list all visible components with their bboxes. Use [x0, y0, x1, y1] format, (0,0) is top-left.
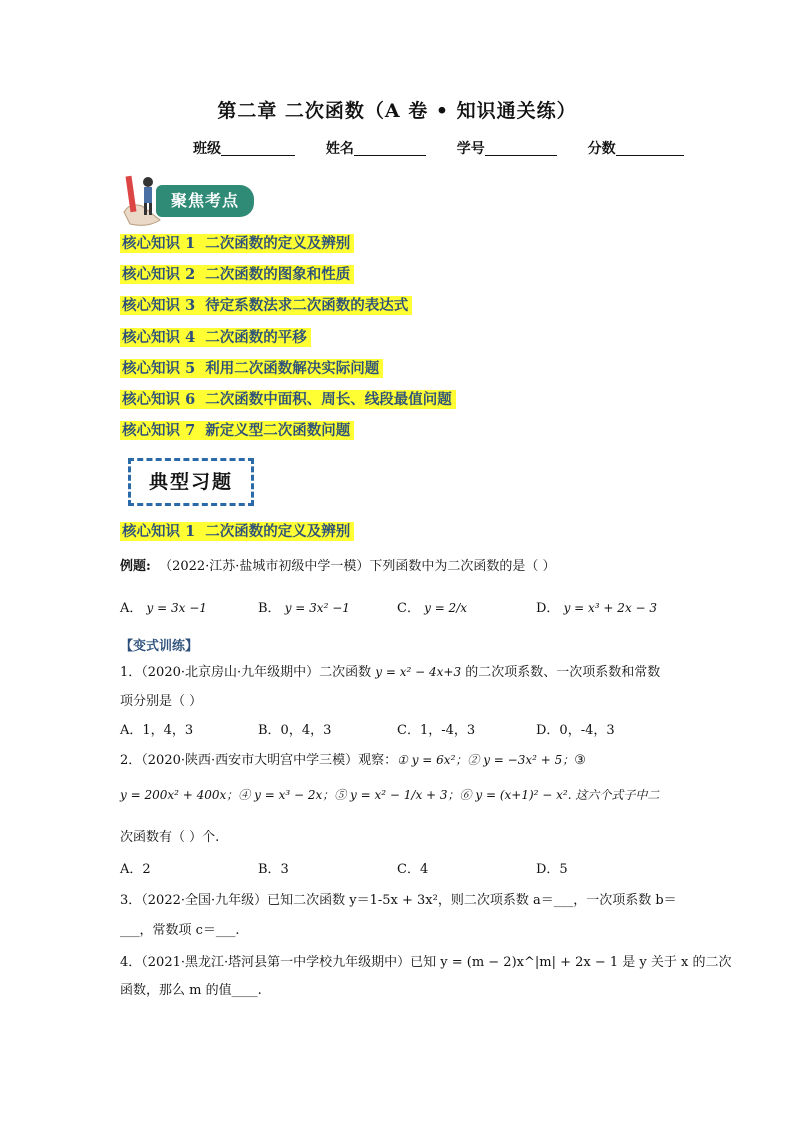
- core-item-2[interactable]: 核心知识 2 二次函数的图象和性质: [120, 263, 354, 284]
- q4-line1: 4．（2021·黑龙江·塔河县第一中学校九年级期中）已知 y = (m − 2)x^|m| + 2x − 1 是 y 关于 x 的二次: [120, 955, 732, 970]
- core-item-6[interactable]: 核心知识 6 二次函数中面积、周长、线段最值问题: [120, 388, 456, 409]
- q2-option-c[interactable]: C．4: [397, 862, 429, 877]
- focus-banner-label: 聚焦考点: [156, 185, 254, 217]
- q2-line2: y = 200x² + 400x；④ y = x³ − 2x；⑤ y = x² − 1/x + 3；⑥ y = (x+1)² − x². 这六个式子中二: [120, 788, 660, 802]
- core-item-5[interactable]: 核心知识 5 利用二次函数解决实际问题: [120, 357, 383, 378]
- q1-option-c[interactable]: C．1，-4，3: [397, 723, 476, 738]
- core-item-1[interactable]: 核心知识 1 二次函数的定义及辨别: [120, 232, 354, 253]
- variant-label: 【变式训练】: [120, 639, 199, 654]
- q4-line2: 函数，那么 m 的值____.: [120, 983, 262, 998]
- student-info-fields: [193, 138, 710, 158]
- core-item-4[interactable]: 核心知识 4 二次函数的平移: [120, 326, 311, 347]
- q1-line1: 1．（2020·北京房山·九年级期中）二次函数 y = x² − 4x+3 的二次项系数、一次项系数和常数: [120, 665, 661, 680]
- field-name[interactable]: 姓名: [326, 138, 426, 158]
- example-option-d[interactable]: D． y = x³ + 2x − 3: [536, 601, 658, 616]
- example-option-c[interactable]: C． y = 2/x: [397, 601, 468, 616]
- example-option-a[interactable]: A． y = 3x −1: [120, 601, 207, 616]
- q2-option-b[interactable]: B．3: [258, 862, 289, 877]
- q2-option-a[interactable]: A．2: [120, 862, 151, 877]
- q1-line2: 项分别是（ ）: [120, 694, 203, 709]
- q1-option-d[interactable]: D．0，-4，3: [536, 723, 615, 738]
- q1-option-a[interactable]: A．1，4，3: [120, 723, 194, 738]
- q3-line1: 3．（2022·全国·九年级）已知二次函数 y＝1-5x + 3x²，则二次项系数 a＝___，一次项系数 b＝: [120, 893, 677, 908]
- focus-banner: [120, 172, 255, 230]
- practice-box-label: 典型习题: [148, 471, 233, 493]
- field-class[interactable]: 班级: [193, 138, 295, 158]
- core-item-3[interactable]: 核心知识 3 待定系数法求二次函数的表达式: [120, 294, 412, 315]
- field-id[interactable]: 学号: [457, 138, 557, 158]
- core-item-7[interactable]: 核心知识 7 新定义型二次函数问题: [120, 419, 354, 440]
- field-score[interactable]: 分数: [588, 138, 684, 158]
- q2-option-d[interactable]: D．5: [536, 862, 568, 877]
- q1-option-b[interactable]: B．0，4，3: [258, 723, 332, 738]
- page-title: 第二章 二次函数（A 卷 • 知识通关练）: [217, 100, 577, 122]
- example-option-b[interactable]: B． y = 3x² −1: [258, 601, 350, 616]
- example-question: 例题: （2022·江苏·盐城市初级中学一模）下列函数中为二次函数的是（ ）: [120, 559, 556, 574]
- q2-line1: 2．（2020·陕西·西安市大明宫中学三模）观察：① y = 6x²；② y = −3x² + 5；③: [120, 753, 586, 768]
- q2-line3: 次函数有（ ）个.: [120, 830, 220, 845]
- q3-line2: ___，常数项 c＝___.: [120, 923, 240, 938]
- practice-box: [128, 458, 254, 506]
- section1-heading: 核心知识 1 二次函数的定义及辨别: [120, 520, 354, 541]
